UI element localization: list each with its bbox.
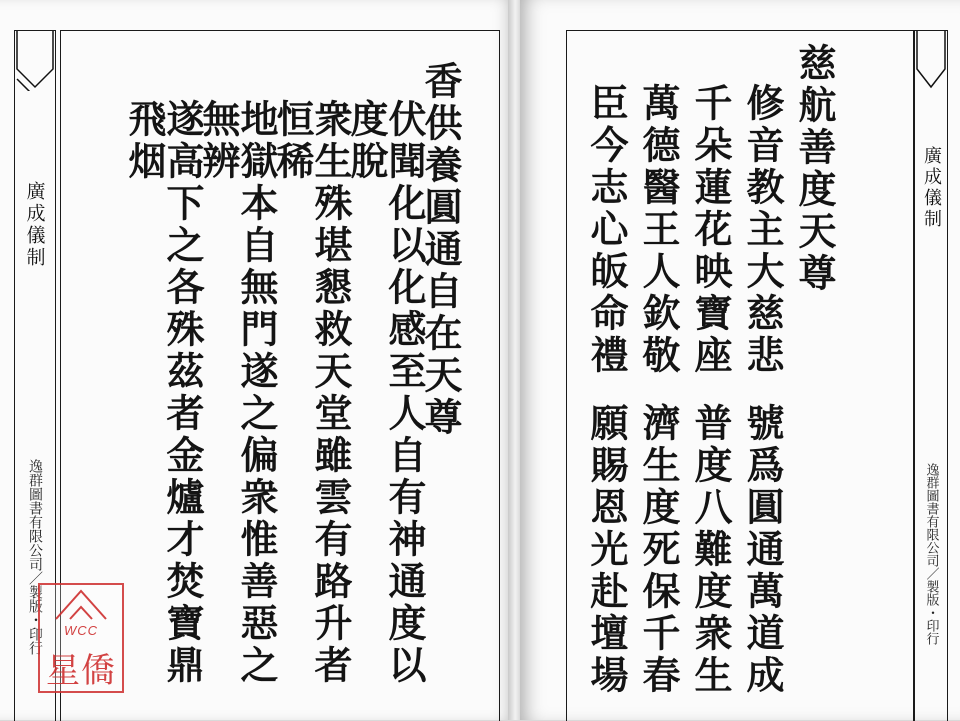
right-column-1: 慈航善度天尊 xyxy=(792,43,837,295)
right-text-frame xyxy=(566,30,914,721)
right-side-strip xyxy=(914,30,948,721)
chevron-ornament-top-icon xyxy=(15,31,55,91)
chevron-ornament-right-icon xyxy=(915,31,947,91)
left-strip-publisher: 逸群圖書有限公司／製版・印行 xyxy=(27,459,43,655)
right-column-9: 願賜恩光赴壇場 xyxy=(584,403,629,697)
left-strip-title: 廣成儀制 xyxy=(23,181,46,269)
left-column-5: 遂高下之各殊茲者金爐才焚寶鼎飛烟 xyxy=(122,99,205,687)
right-column-8: 濟生度死保千春 xyxy=(636,403,681,697)
right-column-3: 千朵蓮花映寶座 xyxy=(688,83,733,377)
watermark-name: 星僑 xyxy=(46,651,116,691)
left-text-frame xyxy=(60,30,500,721)
right-strip-publisher: 逸群圖書有限公司／製版・印行 xyxy=(923,463,939,645)
right-column-5: 臣今志心皈命禮 xyxy=(584,83,629,377)
left-column-3: 衆生殊堪懇救天堂雖雲有路升者恒稀 xyxy=(270,99,353,687)
right-column-4: 萬德醫王人欽敬 xyxy=(636,83,681,377)
left-column-2: 伏聞化以化感至人自有神通度以度脫 xyxy=(344,99,427,687)
right-strip-title: 廣成儀制 xyxy=(921,146,942,230)
left-column-1: 香供養圓通自在天尊 xyxy=(418,61,463,439)
right-column-6: 號爲圓通萬道成 xyxy=(740,403,785,697)
right-column-7: 普度八難度衆生 xyxy=(688,403,733,697)
right-column-2: 修音教主大慈悲 xyxy=(740,83,785,377)
watermark-stamp xyxy=(38,583,124,693)
watermark-logo-text: WCC xyxy=(63,623,99,638)
left-column-4: 地獄本自無門遂之偏衆惟善惡之無辨 xyxy=(196,99,279,687)
